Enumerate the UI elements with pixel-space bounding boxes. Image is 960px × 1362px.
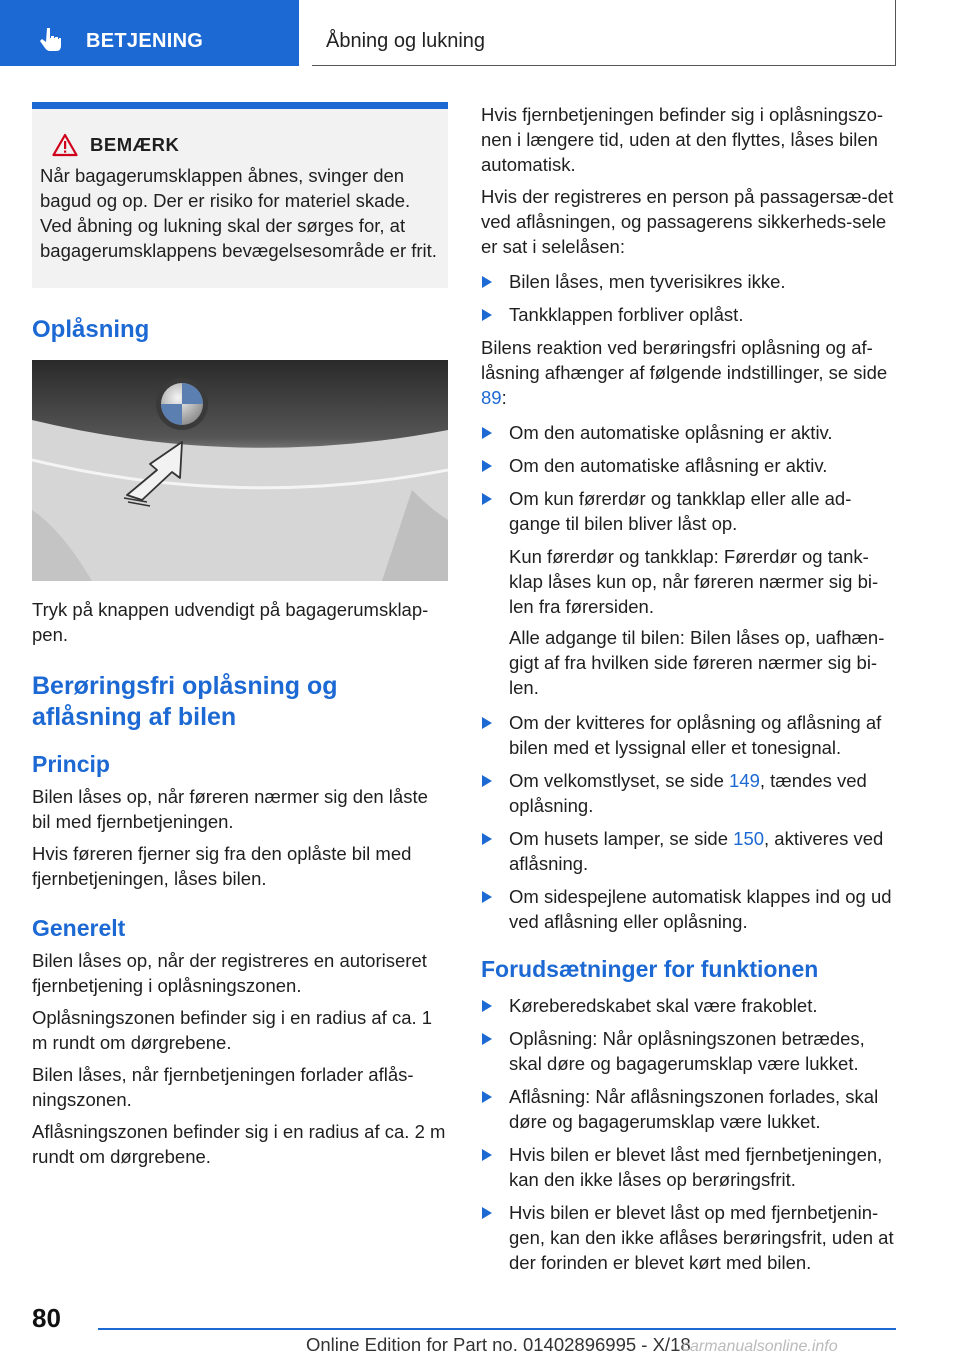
heading-forudsaetninger: Forudsætninger for funktionen [481, 956, 819, 982]
list-item: Tankklappen forbliver oplåst. [481, 302, 897, 327]
page-link-89[interactable]: 89 [481, 387, 502, 408]
list-item: Om kun førerdør og tankklap eller alle ad-gange til bilen bliver låst op. [481, 486, 897, 536]
page-link-150[interactable]: 150 [733, 828, 765, 849]
notice-text: Når bagagerumsklappen åbnes, svinger den bagud og op. Der er risiko for materiel skade. Ved åbning og lukning skal der sørges for, at bagagerumsklappens bevægelsesområde er frit. [40, 165, 437, 261]
list-item: Oplåsning: Når oplåsningszonen betrædes, skal døre og bagagerumsklap være lukket. [481, 1026, 897, 1076]
page-title: Åbning og lukning [326, 30, 486, 52]
heading-generelt: Generelt [32, 915, 126, 941]
hand-pointer-icon [38, 26, 64, 52]
princip-text-2: Hvis føreren fjerner sig fra den oplåste bil med fjernbetjeningen, låses bilen. [32, 843, 412, 889]
generelt-text-3: Bilen låses, når fjernbetjeningen forlader aflås-ningszonen. [32, 1064, 414, 1110]
trunk-button-photo [32, 360, 448, 581]
list-item: Om der kvitteres for oplåsning og aflåsning af bilen med et lyssignal eller et tonesignal. [481, 710, 897, 760]
list-item: Køreberedskabet skal være frakoblet. [481, 993, 897, 1018]
triangle-bullet-icon [482, 309, 492, 321]
notice-box [32, 102, 448, 288]
settings-list [481, 420, 897, 536]
list-item: Aflåsning: Når aflåsningszonen forlades, skal døre og bagagerumsklap være lukket. [481, 1084, 897, 1134]
triangle-bullet-icon [482, 427, 492, 439]
triangle-bullet-icon [482, 1033, 492, 1045]
triangle-bullet-icon [482, 717, 492, 729]
page-number: 80 [32, 1303, 61, 1333]
list-item: Hvis bilen er blevet låst op med fjernbetjenin-gen, kan den ikke aflåses berøringsfrit, uden at der forinden er blevet kørt med bilen. [481, 1200, 897, 1275]
heading-oplasning: Oplåsning [32, 316, 150, 343]
generelt-text-2: Oplåsningszonen befinder sig i en radius af ca. 1 m rundt om dørgrebene. [32, 1007, 433, 1053]
right-text-1: Hvis fjernbetjeningen befinder sig i oplåsningszo-nen i længere tid, uden at den flyttes, låses bilen automatisk. [481, 104, 884, 175]
list-item: Om den automatiske oplåsning er aktiv. [481, 420, 897, 445]
list-item: Om sidespejlene automatisk klappes ind og ud ved aflåsning eller oplåsning. [481, 884, 897, 934]
footer-divider [98, 1328, 896, 1330]
triangle-bullet-icon [482, 891, 492, 903]
footer-edition: Online Edition for Part no. 01402896995 - X/18 [306, 1334, 691, 1355]
sub-text-2: Alle adgange til bilen: Bilen låses op, uafhæn-gigt af fra hvilken side føreren nærmer sig bi-len. [509, 627, 885, 698]
triangle-bullet-icon [482, 1149, 492, 1161]
sub-text-1: Kun førerdør og tankklap: Førerdør og tank-klap låses kun op, når føreren nærmer sig bi-len fra førersiden. [509, 546, 879, 617]
list-item: Bilen låses, men tyverisikres ikke. [481, 269, 897, 294]
settings-list-cont [481, 710, 897, 934]
triangle-bullet-icon [482, 1000, 492, 1012]
photo-caption: Tryk på knappen udvendigt på bagagerumsklap-pen. [32, 599, 429, 645]
generelt-text-4: Aflåsningszonen befinder sig i en radius af ca. 2 m rundt om dørgrebene. [32, 1121, 446, 1167]
section-tab[interactable] [0, 0, 299, 66]
triangle-bullet-icon [482, 1091, 492, 1103]
list-item: Om den automatiske aflåsning er aktiv. [481, 453, 897, 478]
left-column [32, 102, 448, 1176]
triangle-bullet-icon [482, 276, 492, 288]
notice-title: BEMÆRK [90, 134, 180, 155]
list-item: Hvis bilen er blevet låst med fjernbetjeningen, kan den ikke låses op berøringsfrit. [481, 1142, 897, 1192]
heading-keyless: Berøringsfri oplåsning og aflåsning af bilen [32, 672, 338, 731]
trunk-illustration [32, 360, 448, 581]
triangle-bullet-icon [482, 833, 492, 845]
triangle-bullet-icon [482, 460, 492, 472]
passenger-list [481, 269, 897, 327]
right-text-3: Bilens reaktion ved berøringsfri oplåsning og af-låsning afhænger af følgende indstillinger, se side 89: [481, 337, 888, 408]
prerequisites-list [481, 993, 897, 1275]
triangle-bullet-icon [482, 493, 492, 505]
generelt-text-1: Bilen låses op, når der registreres en autoriseret fjernbetjening i oplåsningszonen. [32, 950, 427, 996]
princip-text-1: Bilen låses op, når føreren nærmer sig den låste bil med fjernbetjeningen. [32, 786, 428, 832]
right-text-2: Hvis der registreres en person på passagersæ-det ved aflåsningen, og passagerens sikkerheds-sele er sat i selelåsen: [481, 186, 894, 257]
list-item: Om husets lamper, se side 150, aktiveres ved aflåsning. [481, 826, 897, 876]
right-column [481, 102, 897, 1283]
watermark: carmanualsonline.info [682, 1338, 838, 1355]
triangle-bullet-icon [482, 1207, 492, 1219]
section-label: BETJENING [86, 30, 204, 52]
triangle-bullet-icon [482, 775, 492, 787]
list-item: Om velkomstlyset, se side 149, tændes ved oplåsning. [481, 768, 897, 818]
heading-princip: Princip [32, 751, 110, 777]
page-link-149[interactable]: 149 [729, 770, 760, 791]
warning-triangle-icon [52, 133, 78, 157]
